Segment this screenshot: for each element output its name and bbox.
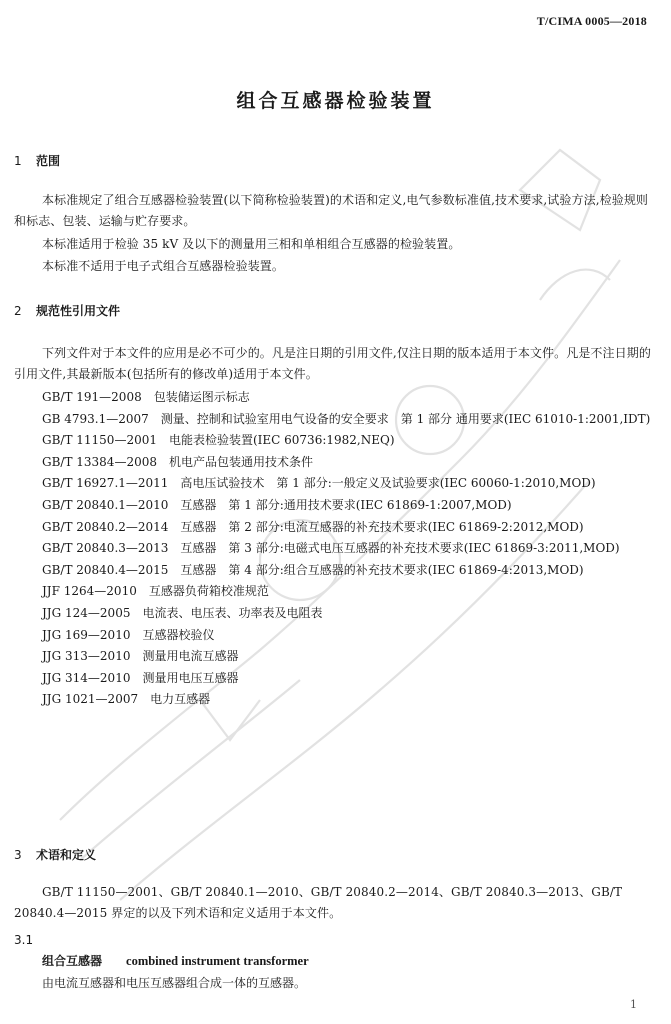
reference-item: GB/T 16927.1—2011 高电压试验技术 第 1 部分:一般定义及试验要求(IEC 60060-1:2010,MOD) bbox=[42, 476, 596, 491]
reference-item: GB/T 20840.2—2014 互感器 第 2 部分:电流互感器的补充技术要求(IEC 61869-2:2012,MOD) bbox=[42, 519, 584, 534]
section-heading-scope bbox=[14, 152, 60, 169]
reference-item: GB/T 20840.3—2013 互感器 第 3 部分:电磁式电压互感器的补充技术要求(IEC 61869-3:2011,MOD) bbox=[42, 541, 620, 556]
reference-list bbox=[14, 387, 658, 711]
section-title: 术语和定义 bbox=[36, 848, 97, 862]
references-intro: 下列文件对于本文件的应用是必不可少的。凡是注日期的引用文件,仅注日期的版本适用于本文件。凡是不注日期的引用文件,其最新版本(包括所有的修改单)适用于本文件。 bbox=[14, 346, 651, 381]
reference-item: JJG 1021—2007 电力互感器 bbox=[42, 692, 211, 707]
reference-item: JJG 169—2010 互感器校验仪 bbox=[42, 627, 215, 642]
reference-item: GB 4793.1—2007 测量、控制和试验室用电气设备的安全要求 第 1 部分 通用要求(IEC 61010-1:2001,IDT) bbox=[42, 411, 651, 426]
reference-item: JJF 1264—2010 互感器负荷箱校准规范 bbox=[42, 584, 269, 599]
reference-item: GB/T 11150—2001 电能表检验装置(IEC 60736:1982,NEQ) bbox=[42, 433, 395, 448]
section-title: 范围 bbox=[36, 154, 61, 168]
page-number: 1 bbox=[630, 998, 637, 1011]
standard-code: T/CIMA 0005—2018 bbox=[536, 14, 647, 28]
reference-item: GB/T 20840.1—2010 互感器 第 1 部分:通用技术要求(IEC 61869-1:2007,MOD) bbox=[42, 497, 512, 512]
reference-item: JJG 124—2005 电流表、电压表、功率表及电阻表 bbox=[42, 605, 323, 620]
term-number: 3.1 bbox=[14, 933, 34, 947]
scope-paragraph-1: 本标准规定了组合互感器检验装置(以下简称检验装置)的术语和定义,电气参数标准值,技术要求,试验方法,检验规则和标志、包装、运输与贮存要求。 bbox=[14, 193, 649, 228]
section-heading-terms bbox=[14, 846, 96, 863]
reference-item: GB/T 20840.4—2015 互感器 第 4 部分:组合互感器的补充技术要求(IEC 61869-4:2013,MOD) bbox=[42, 562, 584, 577]
section-heading-references bbox=[14, 302, 120, 319]
reference-item: JJG 314—2010 测量用电压互感器 bbox=[42, 670, 239, 685]
scope-paragraph-2: 本标准适用于检验 35 kV 及以下的测量用三相和单相组合互感器的检验装置。 bbox=[42, 237, 461, 251]
term-name-en: combined instrument transformer bbox=[126, 954, 309, 968]
term-name bbox=[42, 952, 309, 969]
section-number: 1 bbox=[14, 154, 22, 168]
reference-item: GB/T 13384—2008 机电产品包装通用技术条件 bbox=[42, 454, 313, 469]
section-title: 规范性引用文件 bbox=[36, 304, 121, 318]
reference-item: JJG 313—2010 测量用电流互感器 bbox=[42, 649, 239, 664]
document-title: 组合互感器检验装置 bbox=[236, 90, 435, 112]
scope-paragraph-3: 本标准不适用于电子式组合互感器检验装置。 bbox=[42, 259, 285, 273]
terms-intro: GB/T 11150—2001、GB/T 20840.1—2010、GB/T 20840.2—2014、GB/T 20840.3—2013、GB/T 20840.4—2015 界定的以及下列术语和定义适用于本文件。 bbox=[14, 885, 623, 920]
section-number: 3 bbox=[14, 848, 22, 862]
term-name-cn: 组合互感器 bbox=[42, 954, 103, 968]
section-number: 2 bbox=[14, 304, 22, 318]
reference-item: GB/T 191—2008 包装储运图示标志 bbox=[42, 390, 250, 404]
term-definition: 由电流互感器和电压互感器组合成一体的互感器。 bbox=[42, 976, 307, 990]
